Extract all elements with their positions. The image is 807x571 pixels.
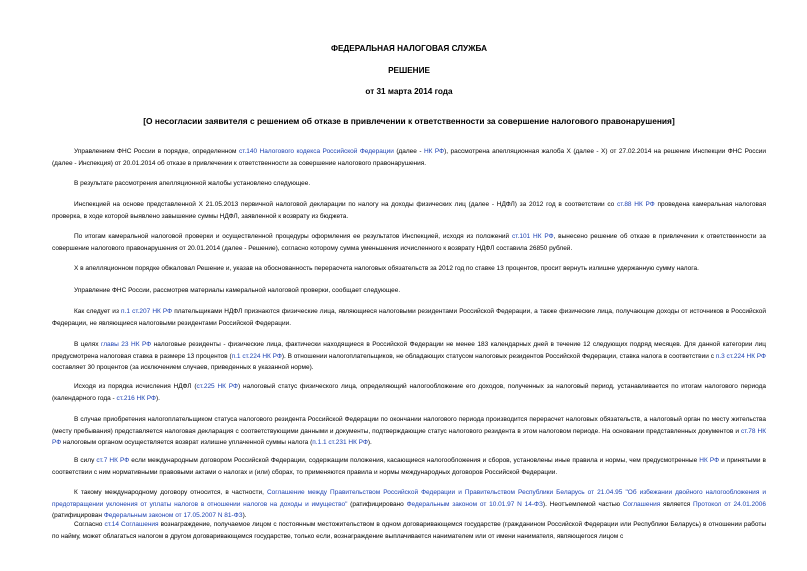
paragraph-text: , вынесено решение об отказе в привлечении к ответственности за совершение налогового правонарушения от 20.01.2014 (далее - Решение), согласно которому сумма уменьшения исчисленного к возврату НДФЛ составила 26850 рублей. [52, 233, 766, 252]
paragraph-text: ). Неотъемлемой частью [542, 500, 623, 508]
legal-reference-link[interactable]: ст.225 НК РФ [196, 383, 238, 390]
paragraph-text: В результате рассмотрения апелляционной жалобы установлено следующее. [74, 180, 311, 187]
paragraph-text: ). [242, 512, 247, 519]
paragraph-text: проведена камеральная налоговая проверка, в ходе которой выявлено завышение суммы НДФЛ, заявленной к возврату из бюджета. [52, 201, 766, 220]
paragraph [52, 231, 766, 254]
paragraph-text: Управление ФНС России, рассмотрев материалы камеральной налоговой проверки, сообщает следующее. [74, 287, 401, 294]
paragraph-text: ) налоговый статус физического лица, определяющий налогообложение его доходов, полученных за налоговый период, устанавливается по итогам налогового периода (календарного года - [52, 383, 766, 402]
legal-reference-link[interactable]: п.1 ст.224 НК РФ [231, 352, 282, 360]
paragraph-text: ), рассмотрена апелляционная жалоба Х (далее - Х) от 27.02.2014 на решение Инспекции ФНС России (далее - Инспекция) от 20.01.2014 об отказе в привлечении к ответственности за совершение налогового правонарушения. [52, 148, 766, 167]
paragraph [52, 199, 766, 222]
legal-reference-link[interactable]: ст.101 НК РФ [512, 233, 554, 240]
paragraph-text: плательщиками НДФЛ признаются физические лица, являющиеся налоговыми резидентами Российской Федерации, а также физические лица, получающие доходы от источников в Российской Федерации, не являющиеся налоговыми резидентами Российской Федерации. [52, 308, 766, 327]
paragraph [52, 263, 766, 275]
legal-reference-link[interactable]: Соглашения [121, 521, 159, 528]
paragraph-text: В силу [74, 457, 97, 464]
legal-reference-link[interactable]: Соглашение между Правительством Российской Федерации и Правительством Республики Беларусь от 21.04.95 "Об избежании двойного налогообложения и предотвращении уклонения от уплаты налогов в отношении налогов на доходы и имущество" [52, 489, 767, 508]
paragraph [52, 414, 766, 449]
paragraph-text: (ратифицировано [347, 500, 407, 508]
paragraph-text: В целях [74, 341, 101, 348]
legal-reference-link[interactable]: Федеральным законом от 17.05.2007 N 81-ФЗ [103, 512, 243, 519]
paragraph [52, 487, 766, 522]
legal-reference-link[interactable]: ст.140 Налогового кодекса Российской Федерации [238, 148, 394, 155]
legal-reference-link[interactable]: НК РФ [699, 457, 720, 464]
paragraph-text: В случае приобретения налогоплательщиком статуса налогового резидента Российской Федерации по окончании налогового периода производится перерасчет налоговых обязательств, а налоговый орган по месту жительства (месту пребывания) представляется налоговая декларация с соответствующими данными и документы, подтверждающие статус налогового резидента в этом налоговом периоде. На основании представленных документов и [52, 416, 766, 435]
paragraph-text: ). В отношении налогоплательщиков, не обладающих статусом налоговых резидентов Российской Федерации, ставка налога в соответствии с [281, 352, 716, 360]
legal-reference-link[interactable]: ст.14 [104, 521, 119, 528]
paragraph-text: ). [156, 394, 160, 402]
paragraph-text: и принятыми в соответствии с ним нормативными правовыми актами о налогах и (или) сборах, то применяются правила и нормы международных договоров Российской Федерации. [52, 457, 766, 476]
paragraph-text: налоговым органом осуществляется возврат излишне уплаченной суммы налога ( [61, 439, 313, 446]
legal-reference-link[interactable]: ст.7 НК РФ [96, 457, 130, 464]
legal-reference-link[interactable]: п.1 ст.207 НК РФ [121, 308, 173, 315]
paragraph [52, 339, 766, 374]
document-type: РЕШЕНИЕ [388, 66, 430, 75]
legal-reference-link[interactable]: НК РФ [423, 148, 445, 155]
paragraph [52, 381, 766, 404]
paragraph-text: ). [367, 439, 372, 446]
paragraph [52, 146, 766, 169]
paragraph-text: (ратифицирован [52, 512, 104, 519]
document-subject: [О несогласии заявителя с решением об отказе в привлечении к ответственности за совершение налогового правонарушения] [143, 116, 675, 126]
paragraph [52, 285, 766, 297]
paragraph-text: (далее - [393, 148, 424, 155]
legal-reference-link[interactable]: главы 23 НК РФ [100, 341, 152, 348]
legal-reference-link[interactable]: ст.88 НК РФ [617, 201, 655, 208]
legal-reference-link[interactable]: п.3 ст.224 НК РФ [715, 352, 766, 360]
paragraph-text: Управлением ФНС России в порядке, определенном [74, 148, 239, 155]
legal-reference-link[interactable]: Соглашения [622, 500, 661, 508]
paragraph-text: составляет 30 процентов (за исключением случаев, приведенных в указанной норме). [52, 364, 314, 371]
paragraph-text: Как следует из [74, 308, 122, 315]
paragraph-text: налоговые резиденты - физические лица, фактически находящиеся в Российской Федерации не менее 183 календарных дней в течение 12 следующих подряд месяцев. Для данной категории лиц предусмотрена налоговая ставка в размере 13 процентов ( [52, 341, 767, 360]
paragraph-text: Инспекцией на основе представленной Х 21.05.2013 первичной налоговой декларации по налогу на доходы физических лиц (далее - НДФЛ) за 2012 год в соответствии со [74, 201, 617, 208]
paragraph [52, 306, 766, 329]
legal-reference-link[interactable]: п.1.1 ст.231 НК РФ [312, 439, 368, 446]
paragraph-text: если международным договором Российской Федерации, содержащим положения, касающиеся налогообложения и сборов, установлены иные правила и нормы, чем предусмотренные [129, 457, 700, 464]
paragraph [52, 455, 766, 478]
paragraph-text: вознаграждение, получаемое лицом с постоянным местожительством в одном договаривающемся государстве (гражданином Российской Федерации или Республики Беларусь) в отношении работы по найму, может облагаться налогом в другом договаривающемся государстве, только если, вознаграждение выплачивается нанимателем или от имени нанимателя, являющегося лицом с [52, 521, 766, 540]
legal-reference-link[interactable]: ст.78 НК РФ [52, 427, 766, 446]
paragraph-text: Исходя из порядка исчисления НДФЛ ( [74, 383, 197, 390]
legal-reference-link[interactable]: ст.216 НК РФ [116, 394, 156, 402]
paragraph-text: Х в апелляционном порядке обжаловал Решение и, указав на обоснованность перерасчета налоговых обязательств за 2012 год по ставке 13 процентов, просит вернуть излишне удержанную сумму налога. [74, 265, 699, 272]
paragraph [52, 178, 766, 190]
paragraph [52, 519, 766, 542]
agency-title: ФЕДЕРАЛЬНАЯ НАЛОГОВАЯ СЛУЖБА [330, 44, 488, 53]
document-date: от 31 марта 2014 года [365, 87, 453, 96]
paragraph-text: Согласно [74, 521, 105, 528]
paragraph-text: К такому международному договору относится, в частности, [74, 489, 267, 496]
paragraph-text: является [660, 500, 693, 508]
legal-reference-link[interactable]: Протокол от 24.01.2006 [693, 500, 766, 508]
legal-reference-link[interactable]: Федеральным законом от 10.01.97 N 14-ФЗ [406, 500, 543, 508]
paragraph-text: По итогам камеральной налоговой проверки и осуществленной процедуры оформления ее результатов Инспекцией, исходя из положений [74, 233, 513, 240]
